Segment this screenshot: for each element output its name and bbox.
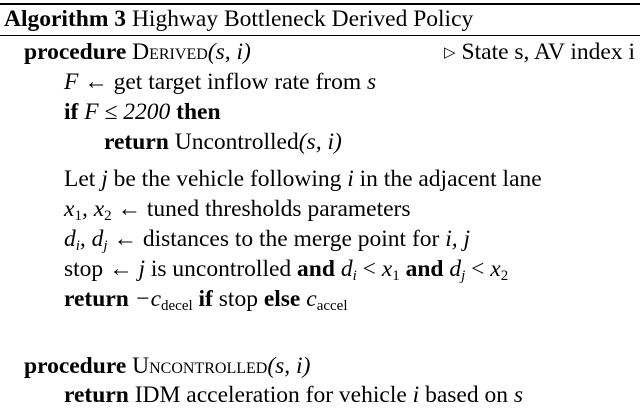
idm-return-line: return IDM acceleration for vehicle i based on s [64, 382, 523, 408]
derived-comment: ▷ State s, AV index i [444, 39, 635, 65]
algorithm-caption [4, 4, 473, 34]
procedure-name: Derived [132, 39, 208, 65]
caption-rule [0, 35, 640, 36]
distances-line: $d_i$, $d_j$ ← distances to the merge point for i, j [64, 226, 471, 254]
procedure-args-2: (s, i) [267, 353, 311, 379]
caption-title: Highway Bottleneck Derived Policy [131, 6, 474, 32]
get-inflow-line: F ← get target inflow rate from s [64, 69, 377, 95]
procedure-keyword: procedure [24, 39, 127, 65]
derived-header [24, 37, 251, 67]
return-accel-line: return $-c_{decel}$ if stop else $c_{accel}$ [64, 286, 348, 314]
comment-triangle-icon: ▷ [444, 45, 456, 61]
caption-label: Algorithm 3 [4, 6, 127, 32]
procedure-name-2: Uncontrolled [132, 353, 268, 379]
thresholds-line: $x_1$, $x_2$ ← tuned thresholds parameters [64, 196, 411, 224]
if-line: if F ≤ 2200 then [64, 99, 221, 125]
procedure-args: (s, i) [207, 39, 251, 65]
procedure-keyword-2: procedure [24, 353, 127, 379]
uncontrolled-header [24, 351, 310, 381]
return-uncontrolled-line: return Uncontrolled(s, i) [104, 129, 342, 155]
let-line: Let j be the vehicle following i in the adjacent lane [64, 166, 542, 192]
stop-line: stop ← j is uncontrolled and $d_i < x_1$ and $d_j < x_2$ [64, 256, 509, 284]
